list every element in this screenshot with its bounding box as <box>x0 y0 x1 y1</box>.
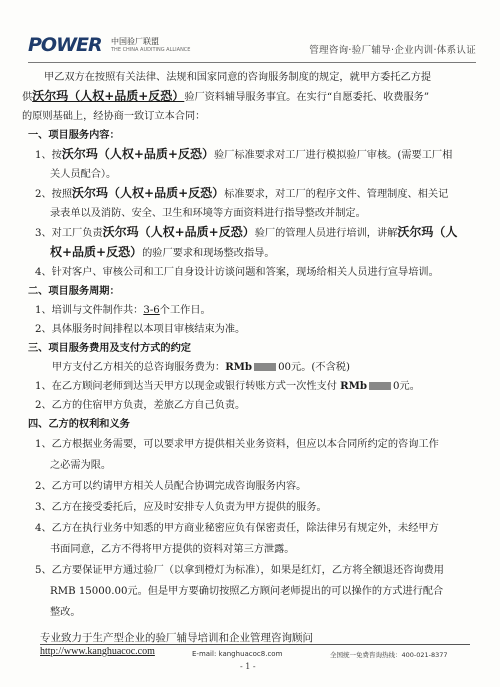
list-item-continued: 整改。 <box>50 607 81 618</box>
section-heading: 三、项目服务费用及支付方式的约定 <box>28 342 191 354</box>
header-services: 管理咨询·验厂辅导·企业内训·体系认证 <box>309 45 476 56</box>
footer-hotline: 全国统一免费咨询热线：400-021-8377 <box>330 651 448 659</box>
intro-line: 供沃尔玛（人权+品质+反恐）验厂资料辅导服务事宜。在实行“自愿委托、收费服务” <box>22 89 430 103</box>
letterhead <box>28 30 476 64</box>
list-item: 2、乙方的住宿甲方负责，差旅乙方自己负责。 <box>35 400 246 411</box>
header-divider <box>28 62 476 63</box>
list-item: 5、乙方要保证甲方通过验厂（以拿到橙灯为标准），如果是红灯，乙方将全额退还咨询费用 <box>35 565 444 576</box>
list-item: 3、乙方在接受委托后，应及时安排专人负责为甲方提供的服务。 <box>35 502 327 513</box>
list-item: 1、培训与文件制作共：3-6个工作日。 <box>35 305 211 316</box>
list-item: 1、按沃尔玛（人权+品质+反恐）验厂标准要求对工厂进行模拟验厂审核。(需要工厂相 <box>35 147 453 161</box>
list-item: 4、针对客户、审核公司和工厂自身设计访谈问题和答案，现场给相关人员进行宣导培训。 <box>35 267 439 278</box>
redacted-amount <box>369 382 391 390</box>
list-item: 3、对工厂负责沃尔玛（人权+品质+反恐）验厂的管理人员进行培训，讲解沃尔玛（人 <box>35 225 458 239</box>
footer-slogan: 专业致力于生产型企业的验厂辅导培训和企业管理咨询顾问 <box>40 632 313 644</box>
list-item-continued: 之必需为限。 <box>50 460 112 471</box>
intro-line: 甲乙双方在按照有关法律、法规和国家同意的咨询服务制度的规定，就甲方委托乙方提 <box>44 72 432 83</box>
list-item: 4、乙方在执行业务中知悉的甲方商业秘密应负有保密责任，除法律另有规定外，未经甲方 <box>35 523 439 534</box>
list-item: 2、具体服务时间排程以本项目审核结束为准。 <box>35 324 246 335</box>
list-item: 1、乙方根据业务需要，可以要求甲方提供相关业务资料，但应以本合同所约定的咨询工作 <box>35 439 439 450</box>
list-item-continued: 录表单以及消防、安全、卫生和环境等方面资料进行指导整改并制定。 <box>50 208 366 219</box>
contract-body <box>22 68 478 623</box>
list-item: 1、在乙方顾问老师到达当天甲方以现金或银行转账方式一次性支付 RMb 0元。 <box>35 380 420 392</box>
logo-english-name: THE CHINA AUDITING ALLIANCE <box>111 47 191 53</box>
footer-divider <box>40 644 470 645</box>
footer-website-link[interactable]: http://www.kanghuacoc.com <box>40 646 155 657</box>
intro-line: 的原则基础上，经协商一致订立本合同： <box>22 111 206 122</box>
list-item-continued: 关人员配合）。 <box>50 169 117 180</box>
list-item: 2、按照沃尔玛（人权+品质+反恐）标准要求，对工厂的程序文件、管理制度、相关记 <box>35 186 449 200</box>
list-item-continued: 书面同意，乙方不得将甲方提供的资料对第三方泄露。 <box>50 544 295 555</box>
section-heading: 一、项目服务内容： <box>28 129 120 141</box>
list-item-continued: 权+品质+反恐）的验厂要求和现场整改指导。 <box>50 245 275 259</box>
page-number: - 1 - <box>240 662 256 671</box>
footer-email: E-mail: kanghuacoc8.com <box>192 650 283 658</box>
list-item: 2、乙方可以约请甲方相关人员配合协调完成咨询服务内容。 <box>35 481 307 492</box>
company-logo <box>28 34 218 58</box>
redacted-amount <box>254 363 276 371</box>
logo-mark: POWER <box>28 34 102 56</box>
section-heading: 二、项目服务周期： <box>28 285 120 297</box>
fee-line: 甲方支付乙方相关的总咨询服务费为：RMb 00元。(不含税) <box>52 361 350 373</box>
section-heading: 四、乙方的权利和义务 <box>28 418 130 430</box>
logo-chinese-name: 中国验厂联盟 <box>111 37 159 46</box>
list-item-continued: RMB 15000.00元。但是甲方要确切按照乙方顾问老师提出的可以操作的方式进行配合 <box>50 586 444 597</box>
